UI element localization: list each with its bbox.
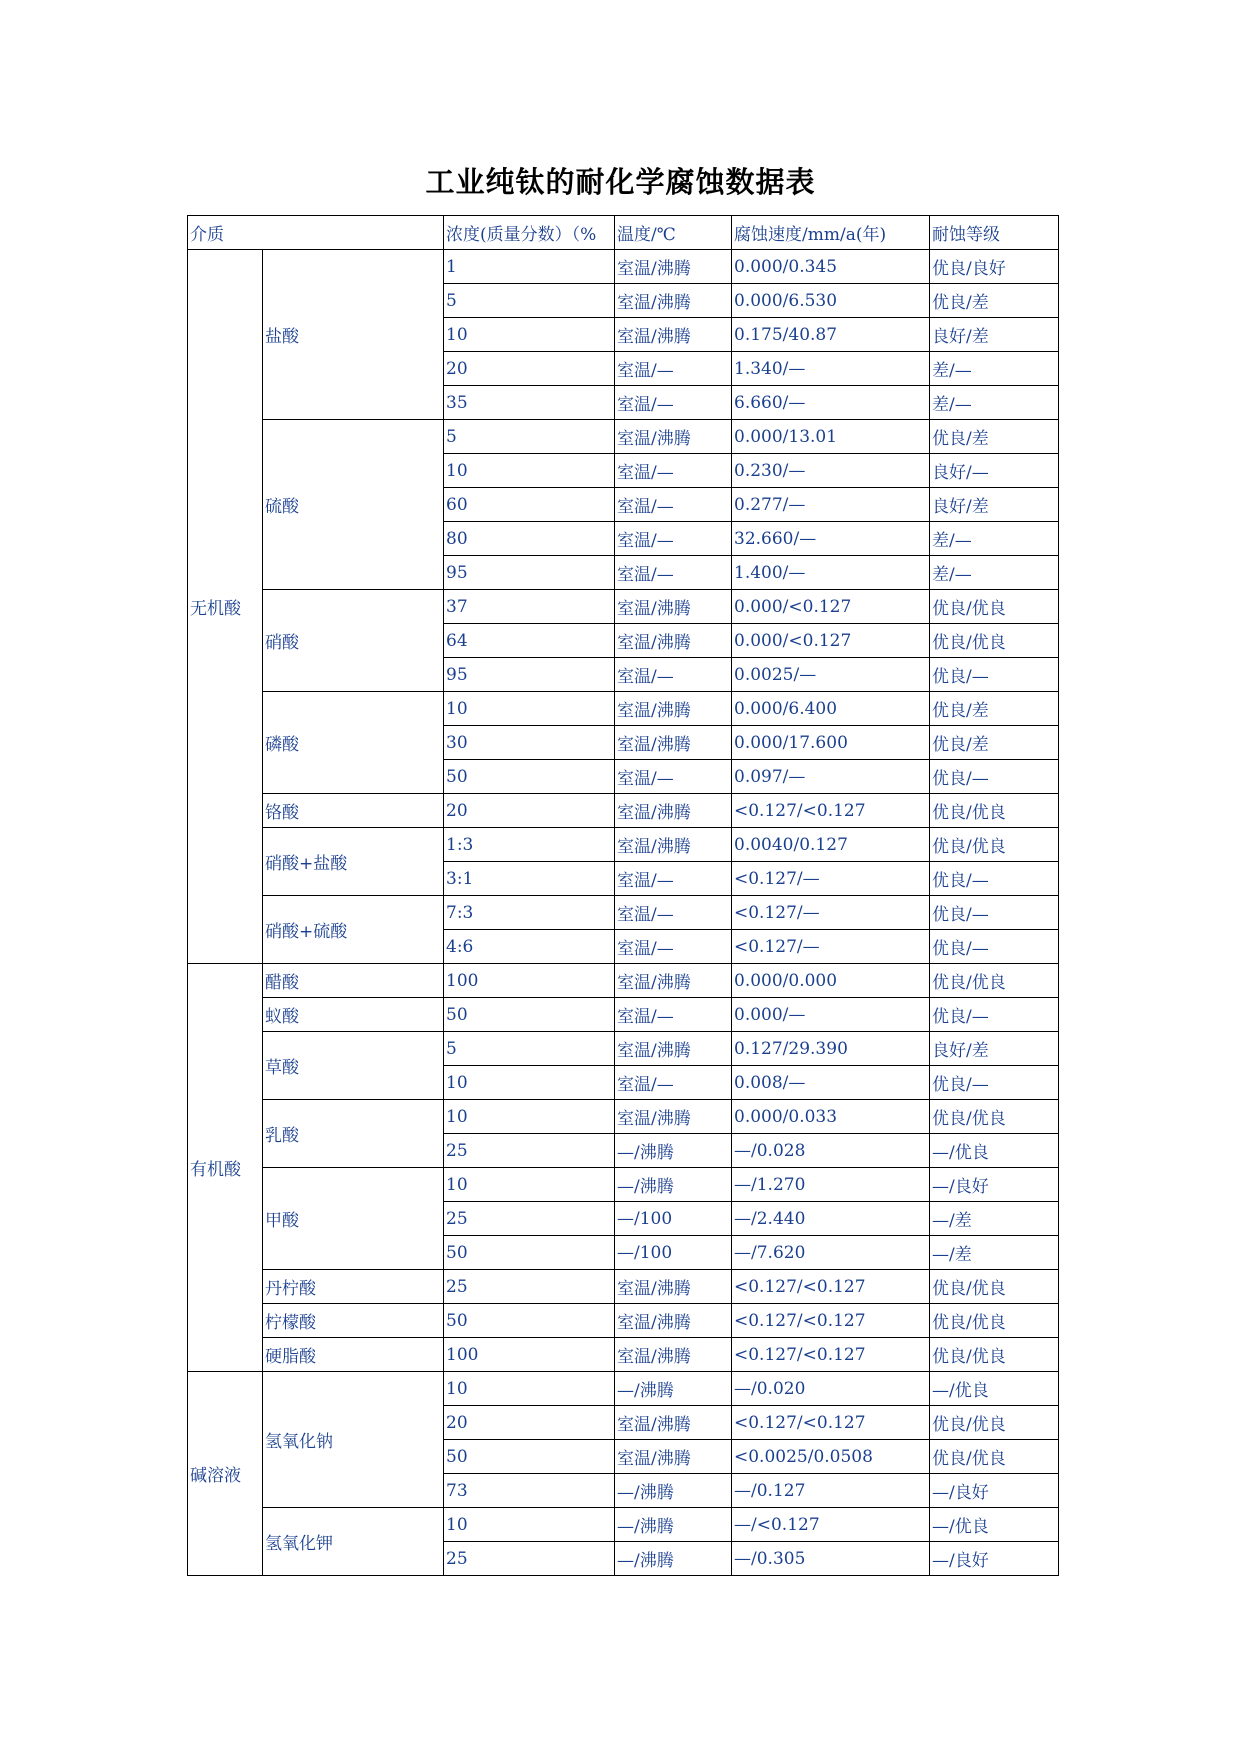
temperature-cell: 室温/沸腾 [615, 1440, 732, 1474]
temperature-cell: 室温/— [615, 488, 732, 522]
temperature-cell: 室温/沸腾 [615, 964, 732, 998]
table-row [188, 1338, 1059, 1372]
temperature-cell: 室温/沸腾 [615, 794, 732, 828]
temperature-cell: 室温/— [615, 454, 732, 488]
category-cell: 无机酸 [188, 250, 263, 964]
medium-cell: 硬脂酸 [263, 1338, 444, 1372]
grade-cell: 差/— [930, 522, 1059, 556]
concentration-cell: 50 [444, 1236, 615, 1270]
corrosion-rate-cell: 0.175/40.87 [732, 318, 930, 352]
corrosion-rate-cell: 0.0025/— [732, 658, 930, 692]
temperature-cell: 室温/— [615, 522, 732, 556]
corrosion-rate-cell: 0.000/<0.127 [732, 624, 930, 658]
corrosion-rate-cell: —/<0.127 [732, 1508, 930, 1542]
concentration-cell: 100 [444, 1338, 615, 1372]
grade-cell: 优良/优良 [930, 1270, 1059, 1304]
temperature-cell: 室温/沸腾 [615, 250, 732, 284]
concentration-cell: 5 [444, 284, 615, 318]
grade-cell: —/差 [930, 1236, 1059, 1270]
grade-cell: 优良/差 [930, 284, 1059, 318]
grade-cell: 优良/优良 [930, 964, 1059, 998]
grade-cell: 优良/优良 [930, 828, 1059, 862]
grade-cell: —/良好 [930, 1168, 1059, 1202]
concentration-cell: 100 [444, 964, 615, 998]
grade-cell: —/优良 [930, 1134, 1059, 1168]
corrosion-rate-cell: <0.127/— [732, 862, 930, 896]
temperature-cell: 室温/— [615, 998, 732, 1032]
grade-cell: 良好/差 [930, 1032, 1059, 1066]
medium-cell: 硝酸+盐酸 [263, 828, 444, 896]
concentration-cell: 3:1 [444, 862, 615, 896]
header-medium: 介质 [188, 216, 444, 250]
medium-cell: 铬酸 [263, 794, 444, 828]
table-row [188, 896, 1059, 930]
concentration-cell: 10 [444, 1372, 615, 1406]
corrosion-rate-cell: —/7.620 [732, 1236, 930, 1270]
medium-cell: 磷酸 [263, 692, 444, 794]
medium-cell: 丹柠酸 [263, 1270, 444, 1304]
header-concentration: 浓度(质量分数）（% [444, 216, 615, 250]
corrosion-rate-cell: 0.000/6.400 [732, 692, 930, 726]
temperature-cell: 室温/— [615, 896, 732, 930]
grade-cell: 优良/— [930, 862, 1059, 896]
grade-cell: —/差 [930, 1202, 1059, 1236]
concentration-cell: 50 [444, 1304, 615, 1338]
corrosion-data-table [187, 215, 1059, 1576]
corrosion-rate-cell: —/0.028 [732, 1134, 930, 1168]
corrosion-rate-cell: 0.097/— [732, 760, 930, 794]
corrosion-rate-cell: —/0.305 [732, 1542, 930, 1576]
corrosion-rate-cell: 0.127/29.390 [732, 1032, 930, 1066]
corrosion-rate-cell: <0.127/<0.127 [732, 1338, 930, 1372]
header-corrosion-rate: 腐蚀速度/mm/a(年) [732, 216, 930, 250]
grade-cell: 差/— [930, 556, 1059, 590]
corrosion-rate-cell: 0.000/6.530 [732, 284, 930, 318]
grade-cell: 优良/优良 [930, 590, 1059, 624]
concentration-cell: 5 [444, 420, 615, 454]
corrosion-rate-cell: 32.660/— [732, 522, 930, 556]
corrosion-rate-cell: 0.0040/0.127 [732, 828, 930, 862]
medium-cell: 氢氧化钠 [263, 1372, 444, 1508]
corrosion-rate-cell: 0.277/— [732, 488, 930, 522]
corrosion-rate-cell: <0.127/<0.127 [732, 794, 930, 828]
grade-cell: 良好/差 [930, 318, 1059, 352]
medium-cell: 乳酸 [263, 1100, 444, 1168]
concentration-cell: 4:6 [444, 930, 615, 964]
temperature-cell: —/沸腾 [615, 1134, 732, 1168]
header-resistance-grade: 耐蚀等级 [930, 216, 1059, 250]
medium-cell: 蚁酸 [263, 998, 444, 1032]
concentration-cell: 50 [444, 1440, 615, 1474]
grade-cell: 优良/— [930, 930, 1059, 964]
corrosion-rate-cell: —/0.127 [732, 1474, 930, 1508]
concentration-cell: 20 [444, 1406, 615, 1440]
temperature-cell: —/沸腾 [615, 1542, 732, 1576]
concentration-cell: 20 [444, 352, 615, 386]
grade-cell: —/良好 [930, 1542, 1059, 1576]
temperature-cell: 室温/沸腾 [615, 1406, 732, 1440]
grade-cell: 优良/— [930, 1066, 1059, 1100]
corrosion-rate-cell: 0.000/0.345 [732, 250, 930, 284]
medium-cell: 甲酸 [263, 1168, 444, 1270]
table-row [188, 998, 1059, 1032]
grade-cell: 优良/优良 [930, 624, 1059, 658]
temperature-cell: —/沸腾 [615, 1372, 732, 1406]
grade-cell: 优良/优良 [930, 1304, 1059, 1338]
table-row [188, 692, 1059, 726]
corrosion-rate-cell: —/0.020 [732, 1372, 930, 1406]
temperature-cell: 室温/— [615, 862, 732, 896]
corrosion-rate-cell: <0.127/— [732, 896, 930, 930]
corrosion-rate-cell: 0.000/17.600 [732, 726, 930, 760]
table-row [188, 1270, 1059, 1304]
concentration-cell: 95 [444, 658, 615, 692]
table-row [188, 1372, 1059, 1406]
temperature-cell: 室温/沸腾 [615, 284, 732, 318]
temperature-cell: 室温/— [615, 930, 732, 964]
grade-cell: 优良/差 [930, 726, 1059, 760]
concentration-cell: 10 [444, 1066, 615, 1100]
medium-cell: 盐酸 [263, 250, 444, 420]
corrosion-rate-cell: 0.008/— [732, 1066, 930, 1100]
concentration-cell: 10 [444, 454, 615, 488]
medium-cell: 硝酸+硫酸 [263, 896, 444, 964]
corrosion-rate-cell: 0.000/0.000 [732, 964, 930, 998]
concentration-cell: 10 [444, 692, 615, 726]
temperature-cell: 室温/沸腾 [615, 692, 732, 726]
grade-cell: 良好/— [930, 454, 1059, 488]
corrosion-rate-cell: 0.230/— [732, 454, 930, 488]
temperature-cell: 室温/沸腾 [615, 828, 732, 862]
category-cell: 有机酸 [188, 964, 263, 1372]
medium-cell: 草酸 [263, 1032, 444, 1100]
grade-cell: 良好/差 [930, 488, 1059, 522]
concentration-cell: 73 [444, 1474, 615, 1508]
concentration-cell: 10 [444, 1508, 615, 1542]
temperature-cell: 室温/沸腾 [615, 590, 732, 624]
corrosion-rate-cell: 1.340/— [732, 352, 930, 386]
table-row [188, 1100, 1059, 1134]
grade-cell: 优良/— [930, 998, 1059, 1032]
temperature-cell: 室温/— [615, 1066, 732, 1100]
grade-cell: 优良/优良 [930, 794, 1059, 828]
grade-cell: 差/— [930, 386, 1059, 420]
temperature-cell: —/100 [615, 1202, 732, 1236]
medium-cell: 氢氧化钾 [263, 1508, 444, 1576]
concentration-cell: 50 [444, 998, 615, 1032]
concentration-cell: 95 [444, 556, 615, 590]
concentration-cell: 80 [444, 522, 615, 556]
concentration-cell: 25 [444, 1542, 615, 1576]
concentration-cell: 20 [444, 794, 615, 828]
temperature-cell: 室温/沸腾 [615, 726, 732, 760]
table-row [188, 1304, 1059, 1338]
temperature-cell: 室温/— [615, 760, 732, 794]
table-row [188, 1508, 1059, 1542]
concentration-cell: 7:3 [444, 896, 615, 930]
grade-cell: 优良/— [930, 760, 1059, 794]
temperature-cell: 室温/沸腾 [615, 624, 732, 658]
grade-cell: 优良/差 [930, 692, 1059, 726]
table-row [188, 1032, 1059, 1066]
temperature-cell: 室温/沸腾 [615, 1032, 732, 1066]
concentration-cell: 10 [444, 318, 615, 352]
temperature-cell: 室温/— [615, 658, 732, 692]
temperature-cell: 室温/— [615, 386, 732, 420]
concentration-cell: 1:3 [444, 828, 615, 862]
concentration-cell: 1 [444, 250, 615, 284]
concentration-cell: 60 [444, 488, 615, 522]
table-row [188, 794, 1059, 828]
grade-cell: —/良好 [930, 1474, 1059, 1508]
concentration-cell: 5 [444, 1032, 615, 1066]
medium-cell: 硝酸 [263, 590, 444, 692]
temperature-cell: —/沸腾 [615, 1474, 732, 1508]
corrosion-rate-cell: <0.0025/0.0508 [732, 1440, 930, 1474]
concentration-cell: 30 [444, 726, 615, 760]
header-temperature: 温度/℃ [615, 216, 732, 250]
grade-cell: 优良/优良 [930, 1440, 1059, 1474]
temperature-cell: 室温/沸腾 [615, 420, 732, 454]
table-row [188, 420, 1059, 454]
concentration-cell: 25 [444, 1202, 615, 1236]
corrosion-rate-cell: <0.127/<0.127 [732, 1304, 930, 1338]
concentration-cell: 64 [444, 624, 615, 658]
corrosion-rate-cell: 1.400/— [732, 556, 930, 590]
concentration-cell: 50 [444, 760, 615, 794]
temperature-cell: —/100 [615, 1236, 732, 1270]
corrosion-rate-cell: 0.000/— [732, 998, 930, 1032]
medium-cell: 柠檬酸 [263, 1304, 444, 1338]
grade-cell: 优良/优良 [930, 1100, 1059, 1134]
grade-cell: 差/— [930, 352, 1059, 386]
grade-cell: 优良/— [930, 896, 1059, 930]
temperature-cell: —/沸腾 [615, 1168, 732, 1202]
corrosion-rate-cell: —/1.270 [732, 1168, 930, 1202]
corrosion-rate-cell: <0.127/<0.127 [732, 1406, 930, 1440]
corrosion-rate-cell: <0.127/— [732, 930, 930, 964]
table-row [188, 250, 1059, 284]
temperature-cell: 室温/— [615, 556, 732, 590]
grade-cell: 优良/— [930, 658, 1059, 692]
concentration-cell: 37 [444, 590, 615, 624]
concentration-cell: 10 [444, 1100, 615, 1134]
temperature-cell: 室温/沸腾 [615, 1304, 732, 1338]
grade-cell: 优良/优良 [930, 1406, 1059, 1440]
medium-cell: 醋酸 [263, 964, 444, 998]
corrosion-rate-cell: 0.000/13.01 [732, 420, 930, 454]
concentration-cell: 25 [444, 1134, 615, 1168]
header-row [188, 216, 1059, 250]
grade-cell: 优良/良好 [930, 250, 1059, 284]
temperature-cell: —/沸腾 [615, 1508, 732, 1542]
grade-cell: 优良/优良 [930, 1338, 1059, 1372]
grade-cell: 优良/差 [930, 420, 1059, 454]
table-row [188, 964, 1059, 998]
concentration-cell: 35 [444, 386, 615, 420]
grade-cell: —/优良 [930, 1508, 1059, 1542]
temperature-cell: 室温/— [615, 352, 732, 386]
corrosion-rate-cell: 0.000/<0.127 [732, 590, 930, 624]
corrosion-rate-cell: —/2.440 [732, 1202, 930, 1236]
category-cell: 碱溶液 [188, 1372, 263, 1576]
concentration-cell: 10 [444, 1168, 615, 1202]
medium-cell: 硫酸 [263, 420, 444, 590]
corrosion-rate-cell: 6.660/— [732, 386, 930, 420]
table-row [188, 1168, 1059, 1202]
page-title: 工业纯钛的耐化学腐蚀数据表 [425, 165, 816, 199]
temperature-cell: 室温/沸腾 [615, 1338, 732, 1372]
corrosion-rate-cell: <0.127/<0.127 [732, 1270, 930, 1304]
temperature-cell: 室温/沸腾 [615, 1270, 732, 1304]
temperature-cell: 室温/沸腾 [615, 1100, 732, 1134]
corrosion-rate-cell: 0.000/0.033 [732, 1100, 930, 1134]
grade-cell: —/优良 [930, 1372, 1059, 1406]
table-row [188, 590, 1059, 624]
table-row [188, 828, 1059, 862]
temperature-cell: 室温/沸腾 [615, 318, 732, 352]
concentration-cell: 25 [444, 1270, 615, 1304]
